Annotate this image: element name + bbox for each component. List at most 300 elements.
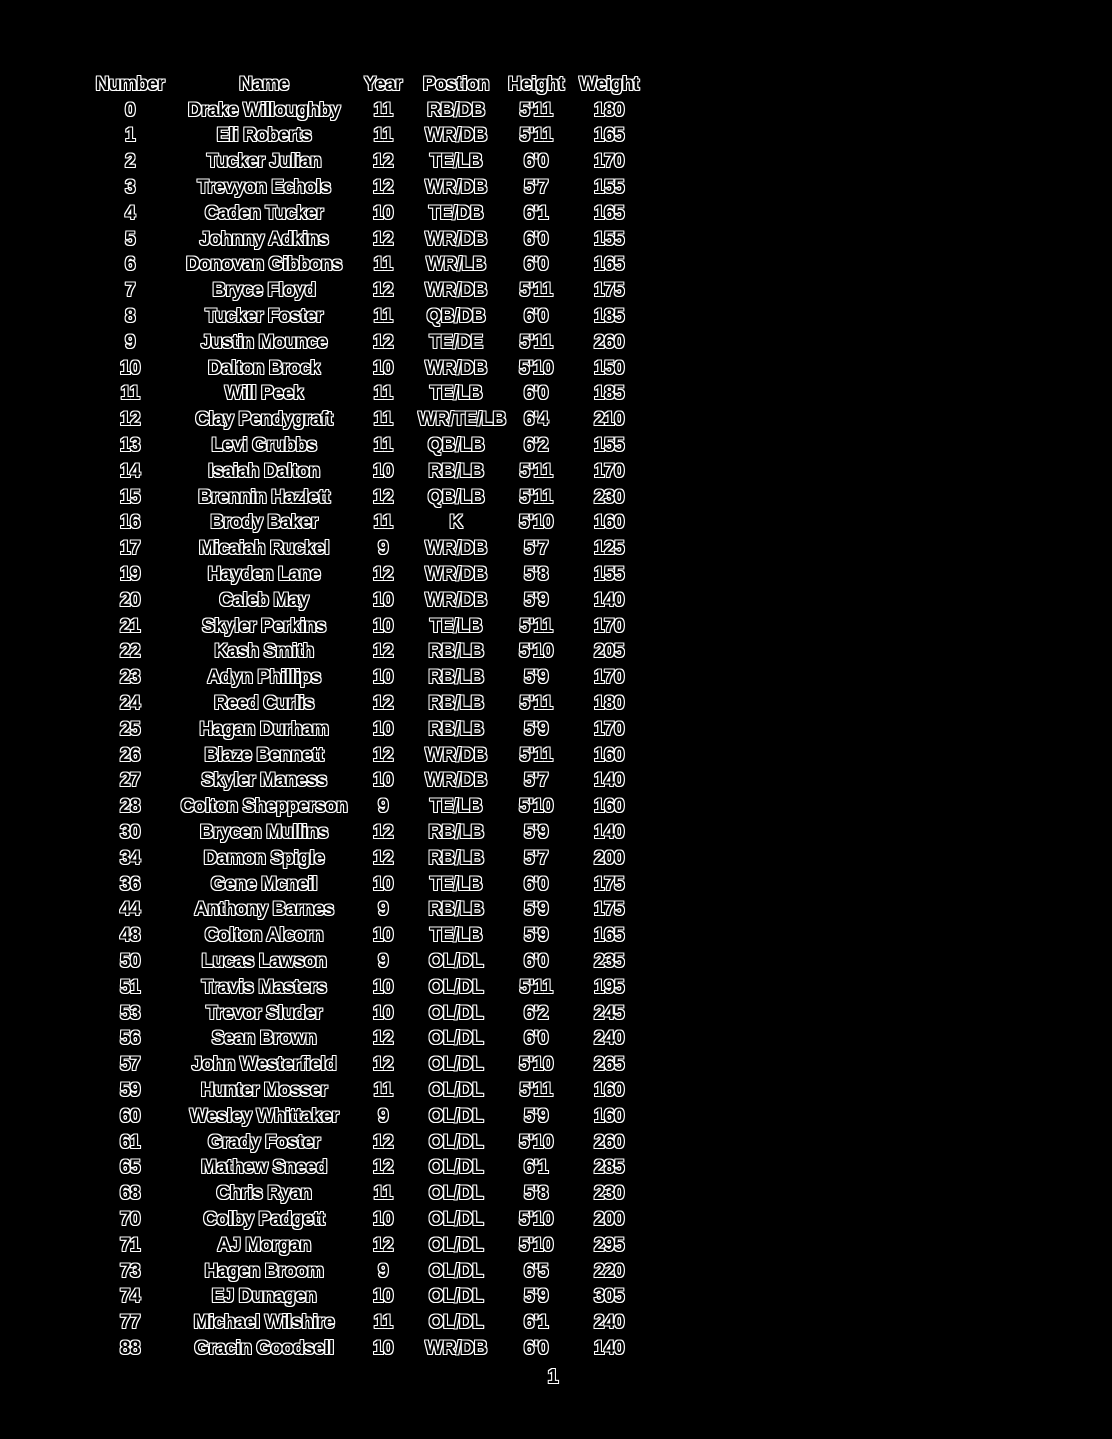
player-height: 5'10 [518,796,554,818]
player-height: 5'11 [519,1079,553,1101]
player-number: 24 [119,693,141,715]
table-row [80,1104,660,1130]
player-name: Trevyon Echols [197,177,331,199]
player-name: Brycen Mullins [199,822,329,843]
player-position: OL/DL [428,1131,484,1153]
player-name: Levi Grubbs [211,435,317,457]
player-weight: 230 [593,486,625,508]
player-name: Blaze Bennett [204,744,324,766]
player-year: 9 [377,1105,389,1127]
player-year: 12 [372,847,394,869]
player-height: 5'10 [518,1208,554,1230]
player-name: Tucker Foster [205,306,323,328]
player-number: 2 [124,151,136,173]
header-height: Height [507,73,565,95]
player-year: 12 [372,564,394,586]
player-number: 1 [124,125,136,147]
player-position: WR/DB [425,125,487,147]
player-height: 5'7 [523,538,549,560]
player-position: TE/LB [429,615,483,637]
table-row [80,794,660,820]
player-name: John Westerfield [191,1054,337,1076]
player-position: TE/LB [429,383,483,405]
player-name: Colby Padgett [203,1208,325,1230]
player-position: RB/LB [428,667,484,689]
player-year: 10 [372,718,394,740]
table-row [80,175,660,201]
header-position: Postion [422,73,490,95]
player-name: Kash Smith [214,641,314,663]
player-number: 30 [119,822,141,843]
player-height: 5'7 [523,770,549,792]
player-weight: 175 [593,873,625,895]
player-position: QB/LB [427,435,485,457]
table-row [80,227,660,253]
player-position: WR/TE/LB [418,409,506,431]
player-number: 25 [119,718,141,740]
player-weight: 155 [593,564,625,586]
player-position: OL/DL [428,1002,484,1024]
player-name: Hagen Broom [204,1260,324,1282]
table-row [80,614,660,640]
player-year: 11 [373,306,393,328]
player-weight: 150 [593,357,625,379]
table-row [80,407,660,433]
player-position: RB/LB [428,822,484,843]
player-name: Trevor Sluder [206,1002,322,1024]
player-name: Skyler Perkins [202,615,326,637]
player-year: 9 [377,899,389,921]
player-position: OL/DL [428,1208,484,1230]
player-weight: 260 [593,1131,625,1153]
player-name: Michael Wilshire [193,1312,335,1334]
player-name: Dalton Brock [207,357,321,379]
player-year: 12 [372,744,394,766]
player-number: 11 [120,383,140,405]
player-height: 6'0 [523,383,549,405]
player-height: 5'9 [523,667,549,689]
player-weight: 170 [593,460,625,482]
player-number: 44 [119,899,141,921]
player-position: TE/LB [429,873,483,895]
player-number: 27 [119,770,141,792]
header-number: Number [95,73,165,95]
player-position: RB/DB [427,99,485,121]
player-year: 10 [372,357,394,379]
player-weight: 285 [593,1157,625,1179]
player-height: 6'0 [523,1337,549,1359]
player-number: 4 [124,202,136,224]
player-height: 5'11 [519,486,553,508]
table-row [80,1233,660,1259]
player-position: WR/DB [425,1337,487,1359]
player-position: RB/LB [428,641,484,663]
player-position: WR/DB [425,357,487,379]
player-year: 10 [372,460,394,482]
player-weight: 235 [593,950,625,972]
player-year: 10 [372,667,394,689]
player-year: 10 [372,925,394,947]
player-height: 6'1 [523,1312,549,1334]
table-row [80,1130,660,1156]
player-position: TE/LB [429,796,483,818]
player-position: WR/DB [425,280,487,302]
player-position: OL/DL [428,976,484,998]
player-name: Anthony Barnes [194,899,334,921]
player-weight: 240 [593,1028,625,1050]
player-year: 10 [372,1208,394,1230]
player-year: 10 [372,1337,394,1359]
player-position: TE/LB [429,925,483,947]
player-height: 5'9 [523,899,549,921]
player-name: Isaiah Dalton [208,460,320,482]
player-year: 10 [372,1002,394,1024]
player-number: 23 [119,667,141,689]
player-height: 5'11 [519,99,553,121]
player-weight: 175 [593,280,625,302]
player-year: 12 [372,1157,394,1179]
player-year: 11 [373,512,393,534]
player-year: 12 [372,228,394,250]
table-row [80,898,660,924]
table-row [80,536,660,562]
player-height: 5'7 [523,177,549,199]
player-number: 50 [119,950,141,972]
player-height: 6'0 [523,950,549,972]
player-position: OL/DL [428,1286,484,1308]
table-row [80,1001,660,1027]
player-name: Eli Roberts [216,125,312,147]
player-name: Donovan Gibbons [185,254,343,276]
player-height: 5'7 [523,847,549,869]
player-name: Chris Ryan [216,1183,312,1205]
player-height: 6'0 [523,1028,549,1050]
player-name: Brennin Hazlett [198,486,330,508]
roster-table [80,72,660,1362]
player-weight: 140 [593,1337,625,1359]
player-weight: 140 [593,822,625,843]
player-name: Hayden Lane [207,564,321,586]
player-height: 5'9 [523,1286,549,1308]
player-number: 3 [124,177,136,199]
player-weight: 200 [593,847,625,869]
table-row [80,459,660,485]
player-year: 9 [377,950,389,972]
player-name: Will Peek [224,383,304,405]
player-weight: 185 [593,383,625,405]
player-height: 5'9 [523,925,549,947]
table-header [80,72,660,98]
player-number: 71 [119,1234,141,1256]
player-position: K [449,512,463,534]
player-year: 12 [372,822,394,843]
player-name: Brody Baker [210,512,318,534]
player-position: WR/DB [425,228,487,250]
table-row [80,330,660,356]
player-position: RB/LB [428,693,484,715]
player-number: 36 [119,873,141,895]
player-weight: 160 [593,744,625,766]
player-height: 5'11 [519,744,553,766]
table-row [80,820,660,846]
player-position: WR/DB [425,744,487,766]
table-row [80,1181,660,1207]
player-year: 9 [377,1260,389,1282]
player-number: 10 [119,357,141,379]
player-weight: 180 [593,693,625,715]
table-row [80,949,660,975]
player-name: Grady Foster [207,1131,321,1153]
player-year: 9 [377,796,389,818]
player-number: 9 [124,331,136,353]
player-position: WR/DB [425,564,487,586]
player-height: 6'4 [523,409,549,431]
table-row [80,98,660,124]
player-weight: 170 [593,718,625,740]
player-year: 11 [373,125,393,147]
player-name: Caleb May [219,589,309,611]
player-height: 6'1 [523,202,549,224]
player-weight: 160 [593,796,625,818]
player-name: Drake Willoughby [187,99,341,121]
player-number: 56 [119,1028,141,1050]
player-name: Sean Brown [211,1028,317,1050]
player-year: 12 [372,486,394,508]
player-height: 5'8 [523,564,549,586]
player-weight: 155 [593,177,625,199]
player-position: WR/DB [425,538,487,560]
player-name: Wesley Whittaker [189,1105,339,1127]
player-weight: 305 [593,1286,625,1308]
player-year: 11 [373,1079,393,1101]
player-weight: 160 [593,1105,625,1127]
player-number: 21 [119,615,141,637]
player-number: 60 [119,1105,141,1127]
player-position: OL/DL [428,1028,484,1050]
header-name: Name [239,73,289,95]
player-weight: 245 [593,1002,625,1024]
player-year: 12 [372,331,394,353]
player-height: 5'9 [523,589,549,611]
player-position: OL/DL [428,1079,484,1101]
player-height: 5'9 [523,718,549,740]
player-number: 74 [119,1286,141,1308]
player-year: 10 [372,770,394,792]
player-weight: 170 [593,151,625,173]
player-name: Tucker Julian [206,151,322,173]
player-height: 5'10 [518,1054,554,1076]
table-row [80,149,660,175]
player-height: 5'10 [518,1234,554,1256]
player-year: 11 [373,99,393,121]
player-weight: 170 [593,615,625,637]
player-name: Lucas Lawson [201,950,327,972]
player-number: 22 [119,641,141,663]
player-number: 13 [119,435,141,457]
table-row [80,1155,660,1181]
player-position: TE/LB [429,151,483,173]
player-number: 7 [124,280,136,302]
player-number: 28 [119,796,141,818]
header-weight: Weight [579,73,639,95]
player-number: 19 [119,564,141,586]
player-position: TE/DB [428,202,484,224]
player-number: 88 [119,1337,141,1359]
table-row [80,433,660,459]
player-weight: 180 [593,99,625,121]
player-position: OL/DL [428,950,484,972]
table-row [80,253,660,279]
player-position: RB/LB [428,460,484,482]
player-number: 20 [119,589,141,611]
player-position: QB/LB [427,486,485,508]
player-height: 5'10 [518,641,554,663]
table-row [80,382,660,408]
player-year: 11 [373,409,393,431]
player-weight: 205 [593,641,625,663]
player-weight: 160 [593,512,625,534]
player-height: 6'2 [523,1002,549,1024]
player-height: 5'11 [519,280,553,302]
player-weight: 140 [593,589,625,611]
player-name: Travis Masters [201,976,327,998]
table-row [80,1078,660,1104]
player-name: Mathew Sneed [201,1157,327,1179]
player-weight: 260 [593,331,625,353]
player-position: WR/DB [425,770,487,792]
player-weight: 160 [593,1079,625,1101]
player-year: 10 [372,589,394,611]
table-row [80,588,660,614]
player-year: 12 [372,641,394,663]
player-height: 6'0 [523,228,549,250]
player-number: 26 [119,744,141,766]
player-year: 12 [372,1054,394,1076]
player-number: 34 [119,847,141,869]
table-row [80,1207,660,1233]
player-number: 12 [119,409,141,431]
player-weight: 165 [593,125,625,147]
player-name: Justin Mounce [200,331,328,353]
player-year: 10 [372,1286,394,1308]
table-row [80,278,660,304]
player-position: OL/DL [428,1183,484,1205]
player-height: 6'0 [523,254,549,276]
player-number: 5 [124,228,136,250]
player-position: OL/DL [428,1105,484,1127]
page-number: 1 [547,1366,559,1388]
table-row [80,1336,660,1362]
player-height: 5'10 [518,357,554,379]
player-position: OL/DL [428,1312,484,1334]
player-year: 10 [372,202,394,224]
player-weight: 165 [593,925,625,947]
player-year: 9 [377,538,389,560]
player-number: 6 [124,254,136,276]
player-year: 12 [372,1131,394,1153]
player-height: 5'11 [519,331,553,353]
player-number: 61 [119,1131,141,1153]
table-row [80,562,660,588]
player-name: AJ Morgan [217,1234,311,1256]
player-weight: 165 [593,254,625,276]
table-row [80,975,660,1001]
player-position: RB/LB [428,718,484,740]
player-year: 12 [372,280,394,302]
player-height: 6'1 [523,1157,549,1179]
player-height: 5'11 [519,693,553,715]
player-position: OL/DL [428,1157,484,1179]
table-row [80,1310,660,1336]
player-year: 10 [372,615,394,637]
player-number: 15 [119,486,141,508]
table-body [80,98,660,1362]
table-row [80,1052,660,1078]
player-year: 12 [372,693,394,715]
table-row [80,717,660,743]
header-year: Year [363,73,403,95]
player-name: Colton Shepperson [180,796,348,818]
table-row [80,665,660,691]
player-height: 5'10 [518,512,554,534]
player-height: 6'0 [523,151,549,173]
table-row [80,511,660,537]
player-weight: 175 [593,899,625,921]
player-name: Caden Tucker [204,202,324,224]
table-row [80,1026,660,1052]
player-height: 5'10 [518,1131,554,1153]
player-year: 11 [373,1183,393,1205]
player-number: 68 [119,1183,141,1205]
player-height: 5'11 [519,460,553,482]
player-position: WR/DB [425,589,487,611]
table-row [80,640,660,666]
player-name: Johnny Adkins [199,228,329,250]
player-weight: 170 [593,667,625,689]
player-weight: 125 [593,538,625,560]
table-row [80,201,660,227]
player-weight: 155 [593,228,625,250]
player-number: 53 [119,1002,141,1024]
player-number: 8 [124,306,136,328]
player-name: Gracin Goodsell [194,1337,334,1359]
player-name: Damon Spigle [203,847,325,869]
player-weight: 200 [593,1208,625,1230]
player-name: Micaiah Ruckel [198,538,330,560]
table-row [80,743,660,769]
player-number: 17 [119,538,141,560]
player-number: 57 [119,1054,141,1076]
player-number: 59 [119,1079,141,1101]
player-name: Hagan Durham [199,718,329,740]
player-number: 70 [119,1208,141,1230]
player-name: Hunter Mosser [200,1079,328,1101]
table-row [80,769,660,795]
player-year: 12 [372,177,394,199]
player-height: 5'9 [523,822,549,843]
player-position: OL/DL [428,1054,484,1076]
table-row [80,1259,660,1285]
player-name: Colton Alcorn [204,925,324,947]
table-row [80,485,660,511]
player-number: 48 [119,925,141,947]
table-row [80,691,660,717]
player-number: 77 [119,1312,141,1334]
player-height: 5'11 [519,976,553,998]
table-row [80,124,660,150]
player-year: 12 [372,1234,394,1256]
player-year: 10 [372,873,394,895]
